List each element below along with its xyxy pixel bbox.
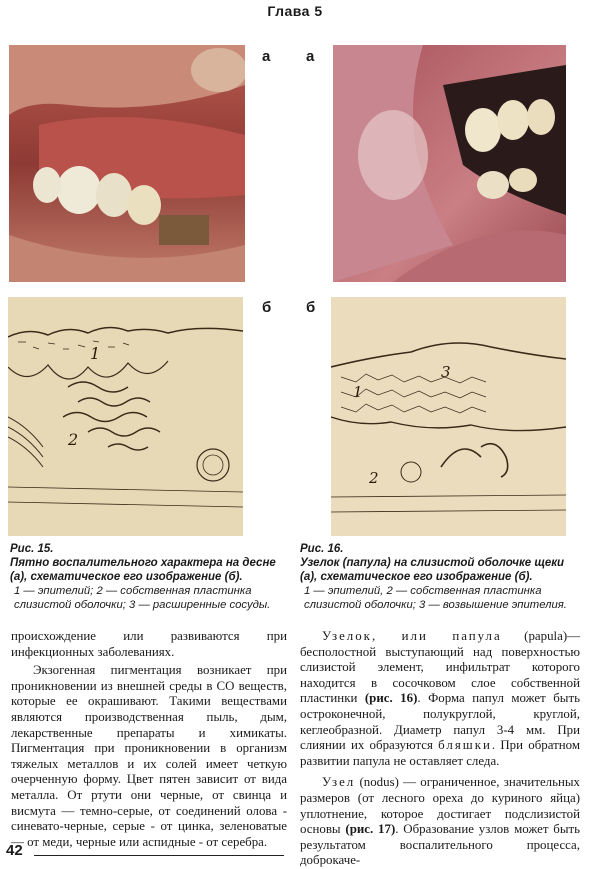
- fig15-legend: 1 — эпителий; 2 — собственная пластинка слизистой оболочки; 3 — расширенные сосуды.: [14, 585, 271, 611]
- fig15-title: Рис. 15.: [10, 543, 54, 555]
- fig16-legend: 1 — эпителий, 2 — собственная пластинка слизистой оболочки; 3 — возвышение эпителия.: [304, 585, 567, 611]
- term-plaques: бляшки: [438, 738, 492, 753]
- papule-regression: . При обратном развитии папула не оставляет следа.: [300, 738, 580, 768]
- papule-definition: (papula)— бесполостной выступающий над поверхностью слизистой элемент, инфильтрат которого находится в сосочковом слое собственной пластинки: [300, 629, 580, 706]
- page-number: 42: [6, 842, 23, 859]
- left-paragraph-2: Экзогенная пигментация возникает при проникновении из внешней среды в СО веществ, которые ее окрашивают. Такими веществами являются производственная пыль, дым, лекарственные препараты и химикаты. Пигментация при проникновении в организм тяжелых металлов и их солей имеет четкую очерченную форму. Цвет пятен зависит от вида металла. От ртути они черные, от свинца и висмута — темно-серые, от соединений олова - синевато-черные, серые - от цинка, зеленоватые — от меди, черные или аспидные - от серебра.: [11, 663, 287, 849]
- fig15-marker-2: 2: [68, 430, 79, 449]
- term-node: Узел: [322, 775, 356, 790]
- node-definition: (nodus) — ограниченное, значительных размеров (от лесного ореха до куриного яйца) уплотнение, которое достигает подслизистой основы: [300, 775, 580, 837]
- term-papule: Узелок, или папула: [322, 629, 502, 643]
- right-paragraph-1: [300, 629, 580, 769]
- fig16-label-a: а: [306, 48, 315, 65]
- fig15-photo-gum: [9, 45, 245, 282]
- footer-rule: [34, 855, 284, 856]
- fig16-photo-cheek: [333, 45, 566, 282]
- fig16-subtitle: Узелок (папула) на слизистой оболочке щеки (а), схематическое его изображение (б).: [300, 557, 565, 583]
- ref-fig16: (рис. 16): [364, 691, 418, 706]
- fig16-marker-2: 2: [369, 469, 379, 487]
- ref-fig17: (рис. 17): [345, 822, 396, 837]
- fig16-marker-3: 3: [441, 363, 451, 381]
- fig15-caption: [10, 542, 285, 612]
- fig16-schematic-drawing: [331, 297, 566, 536]
- fig16-caption: [300, 542, 580, 612]
- fig15-label-b: б: [262, 299, 272, 316]
- left-body-column: [11, 629, 287, 850]
- chapter-header: Глава 5: [267, 3, 323, 19]
- left-paragraph-1: происхождение или развиваются при инфекционных заболеваниях.: [11, 629, 287, 659]
- fig15-schematic-drawing: [8, 297, 243, 536]
- fig15-label-a: а: [262, 48, 271, 65]
- right-body-column: [300, 629, 580, 869]
- fig15-marker-1: 1: [90, 344, 101, 363]
- papule-description: . Форма папул может быть остроконечной, полукруглой, круглой, кеглеобразной. Диаметр папул 3-4 мм. При слиянии их образуются: [300, 691, 580, 753]
- right-paragraph-2: [300, 775, 580, 869]
- fig16-marker-1: 1: [353, 383, 363, 401]
- node-description: . Образование узлов может быть результатом воспалительного процесса, доброкаче-: [300, 822, 580, 868]
- fig16-title: Рис. 16.: [300, 543, 344, 555]
- fig15-subtitle: Пятно воспалительного характера на десне (а), схематическое его изображение (б).: [10, 557, 276, 583]
- fig16-label-b: б: [306, 299, 316, 316]
